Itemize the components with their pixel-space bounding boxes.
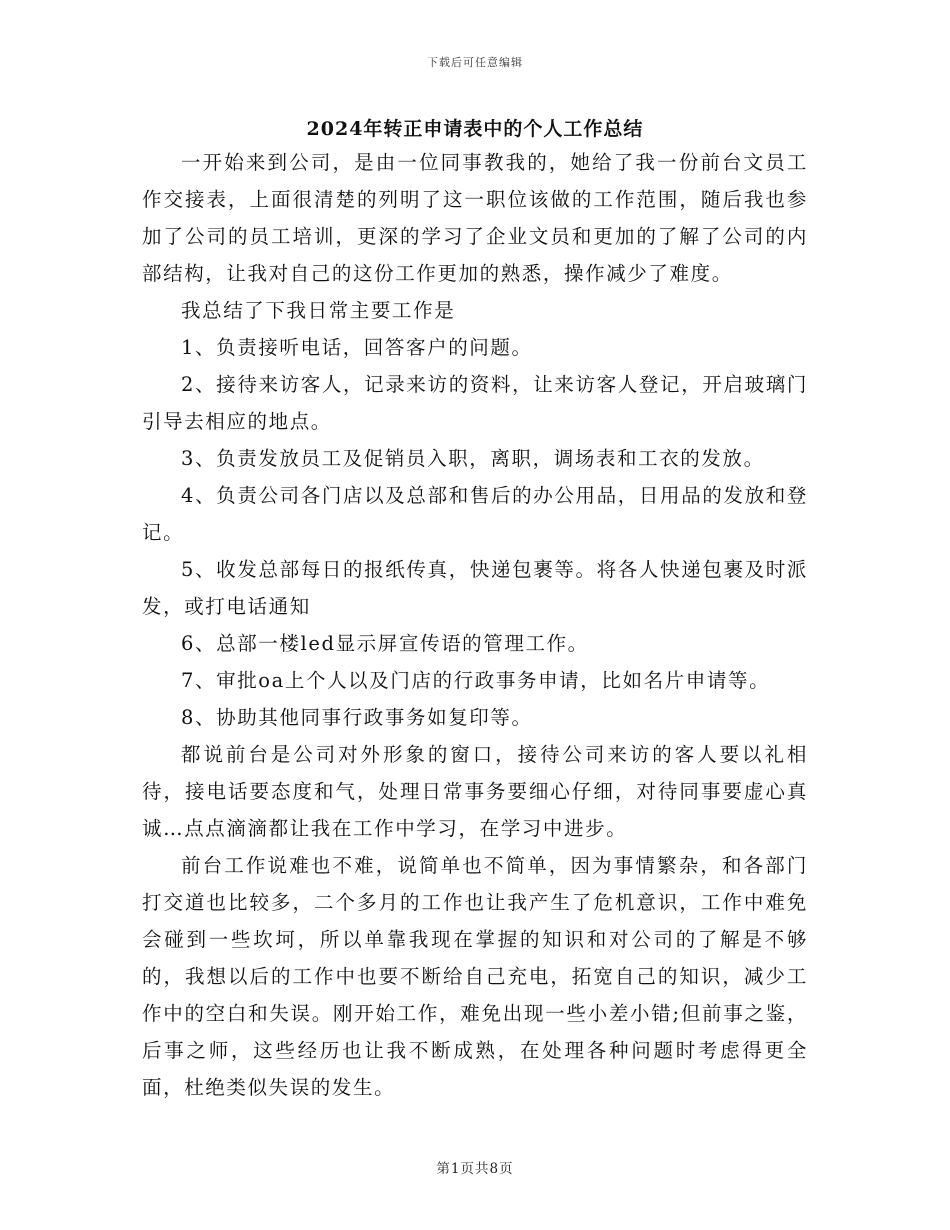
paragraph-reflection: 前台工作说难也不难，说简单也不简单，因为事情繁杂，和各部门打交道也比较多，二个多月的工作也让我产生了危机意识，工作中难免会碰到一些坎坷，所以单靠我现在掌握的知识和对公司的了解是不够的，我想以后的工作中也要不断给自己充电，拓宽自己的知识，减少工作中的空白和失误。刚开始工作，难免出现一些小差小错;但前事之鉴，后事之师，这些经历也让我不断成熟，在处理各种问题时考虑得更全面，杜绝类似失误的发生。 bbox=[142, 854, 808, 1099]
paragraph-intro: 一开始来到公司，是由一位同事教我的，她给了我一份前台文员工作交接表，上面很清楚的列明了这一职位该做的工作范围，随后我也参加了公司的员工培训，更深的学习了企业文员和更加的了解了公司的内部结构，让我对自己的这份工作更加的熟悉，操作减少了难度。 bbox=[142, 151, 808, 285]
paragraph-summary-lead: 我总结了下我日常主要工作是 bbox=[181, 299, 456, 322]
list-item-2: 2、接待来访客人，记录来访的资料，让来访客人登记，开启玻璃门引导去相应的地点。 bbox=[142, 373, 808, 433]
document-body bbox=[142, 144, 808, 1106]
paragraph-front-desk: 都说前台是公司对外形象的窗口，接待公司来访的客人要以礼相待，接电话要态度和气，处理日常事务要细心仔细，对待同事要虚心真诚…点点滴滴都让我在工作中学习，在学习中进步。 bbox=[142, 743, 808, 840]
header-note: 下载后可任意编辑 bbox=[427, 56, 523, 69]
list-item-6: 6、总部一楼led显示屏宣传语的管理工作。 bbox=[181, 632, 589, 655]
list-item-7: 7、审批oa上个人以及门店的行政事务申请，比如名片申请等。 bbox=[181, 669, 771, 692]
list-item-3: 3、负责发放员工及促销员入职，离职，调场表和工衣的发放。 bbox=[181, 447, 765, 470]
page-footer: 第1页共8页 bbox=[436, 1161, 514, 1177]
document-title: 2024年转正申请表中的个人工作总结 bbox=[306, 118, 644, 140]
list-item-4: 4、负责公司各门店以及总部和售后的办公用品，日用品的发放和登记。 bbox=[142, 484, 808, 544]
list-item-1: 1、负责接听电话，回答客户的问题。 bbox=[181, 336, 533, 359]
list-item-8: 8、协助其他同事行政事务如复印等。 bbox=[181, 706, 533, 729]
list-item-5: 5、收发总部每日的报纸传真，快递包裹等。将各人快递包裹及时派发，或打电话通知 bbox=[142, 558, 808, 618]
